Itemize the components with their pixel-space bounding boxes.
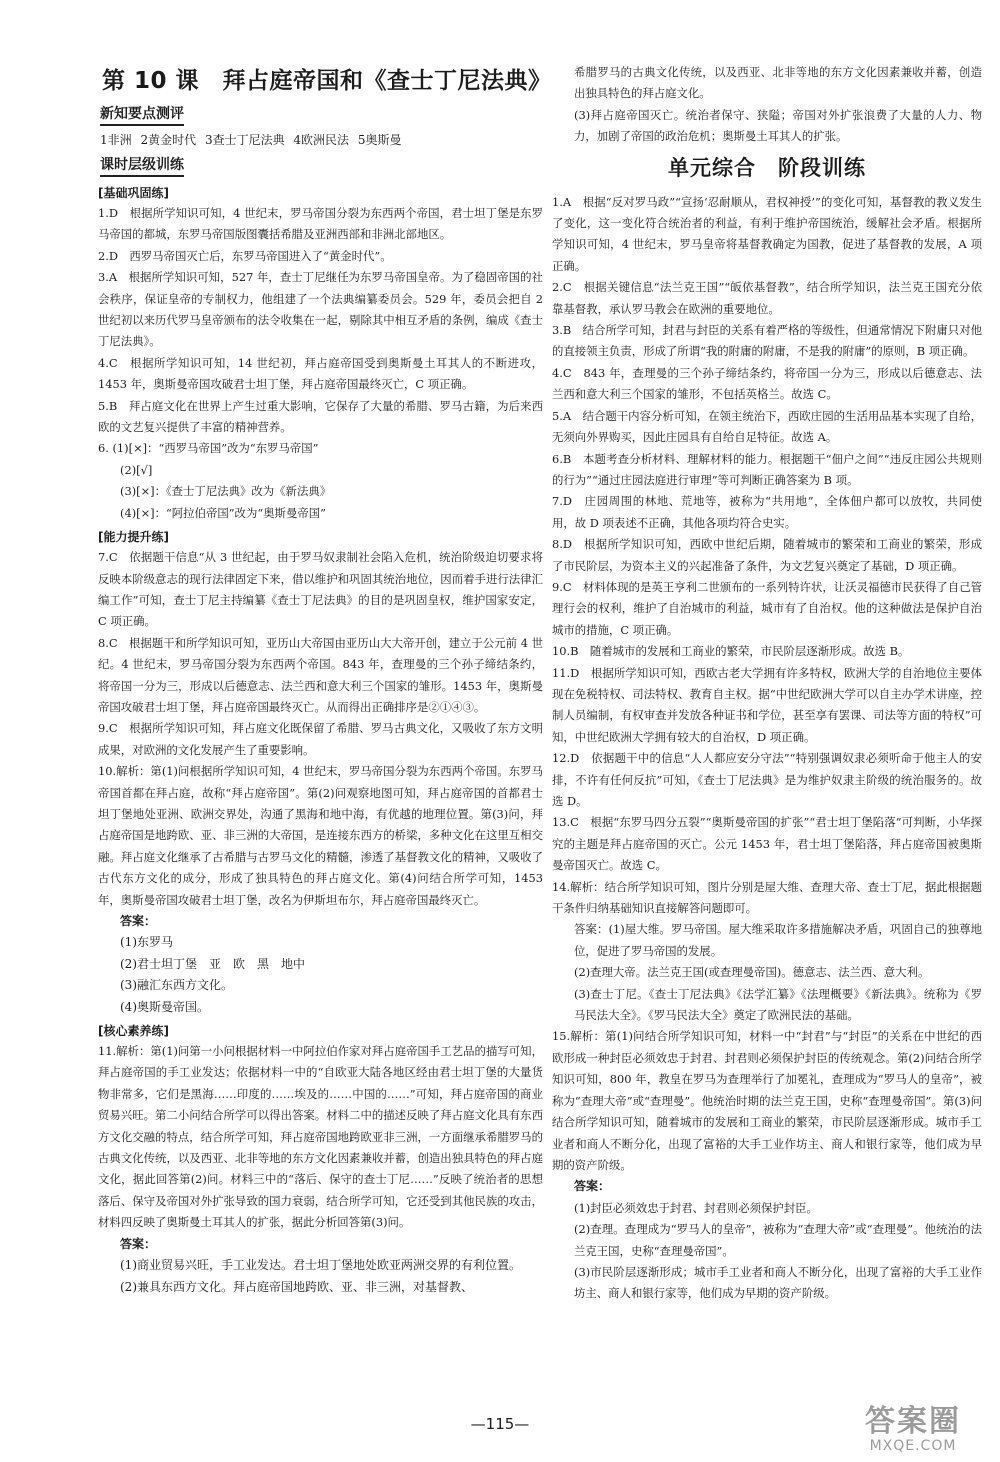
- left-question-7: 7.C 依据题干信息“从 3 世纪起，由于罗马奴隶制社会陷入危机，统治阶级迫切要求将反映本阶级意志的现行法律固定下来，借以维护和巩固其统治地位，因而着手进行法律汇编工作”可知，查士丁尼主持编纂《查士丁尼法典》的目的是巩固皇权，维护国家安定，C 项正确。: [98, 550, 543, 629]
- ability-section-heading: [能力提升练]: [98, 530, 169, 545]
- key-point-5: 5奥斯曼: [357, 133, 402, 147]
- unit-title: 单元综合 阶段训练: [668, 155, 866, 180]
- q11-answer-label: 答案：: [120, 1236, 157, 1251]
- left-question-6-line-1: 6. (1)[×]：“西罗马帝国”改为“东罗马帝国”: [98, 441, 319, 456]
- right-question-5: 5.A 结合题干内容分析可知，在领主统治下，西欧庄园的生活用品基本实现了自给，无须向外界购买，因此庄园具有自给自足特征。故选 A。: [552, 408, 982, 445]
- right-question-13: 13.C 根据“东罗马四分五裂”“奥斯曼帝国的扩张”“君士坦丁堡陷落”可判断，小华探究的主题是拜占庭帝国的灭亡。公元 1453 年，君士坦丁堡陷落，拜占庭帝国被奥斯曼帝国灭亡。故选 C。: [552, 815, 982, 873]
- q10-answer-3: (3)融汇东西方文化。: [120, 978, 233, 993]
- watermark-text: 答案圈: [865, 1404, 961, 1439]
- q14-answer-1: 答案：(1)屋大维。罗马帝国。屋大维采取许多措施解决矛盾，巩固自己的独尊地位，促进了罗马帝国的发展。: [574, 922, 982, 958]
- right-question-14: 14.解析：结合所学知识可知，图片分别是屋大维、查理大帝、查士丁尼，据此根据题干条件归纳基础知识直接解答问题即可。: [552, 879, 982, 916]
- left-question-6-line-2: (2)[√]: [120, 462, 153, 477]
- left-question-11: 11.解析：第(1)问第一小问根据材料一中阿拉伯作家对拜占庭帝国手工艺品的描写可知，拜占庭帝国的手工业发达；依据材料一中的“自欧亚大陆各地区经由君士坦丁堡的大量货物非常多，它们是黑海……印度的……埃及的……中国的……”可知，拜占庭帝国的商业贸易兴旺。第二小问结合所学可以得出答案。材料二中的描述反映了拜占庭文化具有东西方文化交融的特点，结合所学可知，拜占庭帝国地跨欧亚非三洲，一方面继承希腊罗马的古典文化传统，以及西亚、北非等地的东方文化因素兼收并蓄，创造出独具特色的拜占庭文化，据此回答第(2)问。材料三中的“落后、保守的查士丁尼……”反映了统治者的思想落后、保守及帝国对外扩张导致的国力衰弱，结合所学可知，它还受到其他民族的攻击，材料四反映了奥斯曼土耳其人的扩张，据此分析回答第(3)问。: [98, 1044, 543, 1230]
- left-question-1: 1.D 根据所学知识可知，4 世纪末，罗马帝国分裂为东西两个帝国，君士坦丁堡是东罗马帝国的都城，东罗马帝国版图囊括希腊及亚洲西部和非洲北部地区。: [98, 206, 543, 242]
- watermark-url: MXQE.COM: [869, 1438, 957, 1454]
- right-question-12: 12.D 依据题干中的信息“人人都应安分守法”“特别强调奴隶必须听命于他主人的安排，不许有任何反抗”可知，《查士丁尼法典》是为维护奴隶主阶级的统治服务的。故选 D。: [552, 751, 982, 808]
- lesson-title: 第 10 课 拜占庭帝国和《查士丁尼法典》: [102, 68, 552, 94]
- right-question-1: 1.A 根据“反对罗马政”“宣扬‘忍耐顺从，君权神授’”的变化可知，基督教的教义发生了变化，这一变化符合统治者的利益，有利于维护帝国统治，缓解社会矛盾。根据所学知识可知，4 世纪末，罗马皇帝将基督教确定为国教，促进了基督教的发展，A 项正确。: [552, 194, 982, 273]
- key-point-1: 1非洲: [100, 133, 132, 147]
- right-question-4: 4.C 843 年，查理曼的三个孙子缔结条约，将帝国一分为三，形成以后德意志、法兰西和意大利三个国家的雏形，不包括英格兰。故选 C。: [552, 365, 982, 402]
- key-point-2: 2黄金时代: [140, 133, 197, 147]
- right-continuation-2: (3)拜占庭帝国灭亡。统治者保守、狭隘；帝国对外扩张浪费了大量的人力、物力，加剧了帝国的政治危机；奥斯曼土耳其人的扩张。: [574, 107, 982, 144]
- right-column: [552, 62, 982, 1305]
- training-heading: 课时层级训练: [100, 154, 184, 177]
- q14-answer-2: (2)查理大帝。法兰克王国(或查理曼帝国)。德意志、法兰西、意大利。: [574, 965, 930, 980]
- right-question-2: 2.C 根据关键信息“法兰克王国”“皈依基督教”，结合所学知识，法兰克王国充分依靠基督教，承认罗马教会在欧洲的重要地位。: [552, 280, 982, 316]
- page-number: —115—: [470, 1415, 530, 1433]
- q15-answer-3: (3)市民阶层逐渐形成；城市手工业者和商人不断分化，出现了富裕的大手工业作坊主、商人和银行家等，他们成为早期的资产阶级。: [574, 1264, 982, 1301]
- right-question-8: 8.D 根据所学知识可知，西欧中世纪后期，随着城市的繁荣和工商业的繁荣，形成了市民阶层，为资本主义的兴起准备了条件，为文艺复兴奠定了基础，D 项正确。: [552, 537, 982, 573]
- right-continuation-1: 希腊罗马的古典文化传统，以及西亚、北非等地的东方文化因素兼收并蓄，创造出独具特色的拜占庭文化。: [574, 65, 982, 101]
- left-question-10: 10.解析：第(1)问根据所学知识可知，4 世纪末，罗马帝国分裂为东西两个帝国。东罗马帝国首都在拜占庭，故称“拜占庭帝国”。第(2)问观察地图可知，拜占庭帝国的首都君士坦丁堡地处亚洲、欧洲交界处，沟通了黑海和地中海，有优越的地理位置。第(3)问，拜占庭帝国是地跨欧、亚、非三洲的大帝国，是连接东西方的桥梁，多种文化在这里互相交融。拜占庭文化继承了古希腊与古罗马文化的精髓，渗透了基督教文化的精神，又吸收了古代东方文化的成分，形成了独具特色的拜占庭文化。第(4)问结合所学可知，1453 年，奥斯曼帝国攻破君士坦丁堡，改名为伊斯坦布尔，拜占庭帝国最终灭亡。: [98, 764, 543, 907]
- watermark-logo: [838, 1406, 988, 1456]
- right-question-6: 6.B 本题考查分析材料、理解材料的能力。根据题干“佃户之间”“违反庄园公共规则的行为”“通过庄园法庭进行审理”等可判断正确答案为 B 项。: [552, 451, 982, 487]
- new-knowledge-heading: 新知要点测评: [100, 103, 184, 126]
- q10-answer-1: (1)东罗马: [120, 935, 173, 950]
- q11-answer-2: (2)兼具东西方文化。拜占庭帝国地跨欧、亚、非三洲，对基督教、: [120, 1279, 474, 1294]
- key-points-row: [100, 131, 543, 148]
- left-question-9: 9.C 根据所学知识可知，拜占庭文化既保留了希腊、罗马古典文化，又吸收了东方文明成果，对欧洲的文化发展产生了重要影响。: [98, 721, 543, 757]
- q15-answer-2: (2)查理。查理成为“罗马人的皇帝”，被称为“查理大帝”或“查理曼”。他统治的法兰克王国，史称“查理曼帝国”。: [574, 1222, 982, 1258]
- q15-answer-label: 答案：: [574, 1179, 611, 1194]
- q10-answer-4: (4)奥斯曼帝国。: [120, 999, 209, 1014]
- left-question-6-line-4: (4)[×]：“阿拉伯帝国”改为“奥斯曼帝国”: [120, 505, 326, 520]
- left-question-5: 5.B 拜占庭文化在世界上产生过重大影响，它保存了大量的希腊、罗马古籍，为后来西欧的文艺复兴提供了丰富的精神营养。: [98, 398, 543, 435]
- q15-answer-1: (1)封臣必须效忠于封君、封君则必须保护封臣。: [574, 1200, 818, 1215]
- core-section-heading: [核心素养练]: [98, 1024, 169, 1039]
- key-point-3: 3查士丁尼法典: [204, 133, 285, 147]
- q11-answer-1: (1)商业贸易兴旺，手工业发达。君士坦丁堡地处欧亚两洲交界的有利位置。: [120, 1258, 522, 1273]
- left-question-8: 8.C 根据题干和所学知识可知，亚历山大帝国由亚历山大大帝开创，建立于公元前 4 世纪。4 世纪末，罗马帝国分裂为东西两个帝国。843 年，查理曼的三个孙子缔结条约，将帝国一分为三，形成以后德意志、法兰西和意大利三个国家的雏形。1453 年，奥斯曼帝国攻破君士坦丁堡，拜占庭帝国最终灭亡。从而得出正确排序是②①④③。: [98, 635, 543, 714]
- right-question-7: 7.D 庄园周围的林地、荒地等，被称为“共用地”，全体佃户都可以放牧，共同使用，故 D 项表述不正确，其他各项均符合史实。: [552, 494, 982, 530]
- q10-answer-label: 答案：: [120, 914, 157, 928]
- left-question-4: 4.C 根据所学知识可知，14 世纪初，拜占庭帝国受到奥斯曼土耳其人的不断进攻，1453 年，奥斯曼帝国攻破君士坦丁堡，拜占庭帝国最终灭亡，C 项正确。: [98, 355, 543, 392]
- right-question-15: 15.解析：第(1)问结合所学知识可知，材料一中“封君”与“封臣”的关系在中世纪的西欧形成一种封臣必须效忠于封君、封君则必须保护封臣的传统观念。第(2)问结合所学知识可知，800 年，教皇在罗马为查理举行了加冕礼，查理成为“罗马人的皇帝”，被称为“查理大帝”或“查理曼”。他统治时期的法兰克王国，史称“查理曼帝国”。第(3)问结合所学知识可知，随着城市的发展和工商业的繁荣，市民阶层逐渐形成。城市手工业者和商人不断分化，出现了富裕的大手工业作坊主、商人和银行家等，他们成为早期的资产阶级。: [552, 1029, 982, 1172]
- right-question-10: 10.B 随着城市的发展和工商业的繁荣，市民阶层逐渐形成。故选 B。: [552, 644, 910, 659]
- left-column: [98, 58, 552, 1298]
- q14-answer-3: (3)查士丁尼。《查士丁尼法典》《法学汇纂》《法理概要》《新法典》。统称为《罗马民法大全》。《罗马民法大全》奠定了欧洲民法的基础。: [574, 986, 982, 1023]
- right-question-3: 3.B 结合所学可知，封君与封臣的关系有着严格的等级性，但通常情况下附庸只对他的直接领主负责，形成了所谓“我的附庸的附庸，不是我的附庸”的原则，B 项正确。: [552, 323, 982, 359]
- right-question-11: 11.D 根据所学知识可知，西欧古老大学拥有许多特权，欧洲大学的自治地位主要体现在免税特权、司法特权、教育自主权。据“中世纪欧洲大学可以自主办学术讲座，控制人员编制，有权审查并发放各种证书和学位，甚至享有罢课、司法等方面的特权”可知，中世纪欧洲大学拥有较大的自治权，D 项正确。: [552, 665, 982, 744]
- basic-section-heading: [基础巩固练]: [98, 186, 169, 200]
- left-question-3: 3.A 根据所学知识可知，527 年，查士丁尼继任为东罗马帝国皇帝。为了稳固帝国的社会秩序，保证皇帝的专制权力，他组建了一个法典编纂委员会。529 年，委员会把自 2 世纪初以来历代罗马皇帝颁布的法令收集在一起，剔除其中相互矛盾的条例，编成《查士丁尼法典》。: [98, 270, 543, 349]
- q10-answer-2: (2)君士坦丁堡 亚 欧 黑 地中: [120, 956, 305, 971]
- key-point-4: 4欧洲民法: [293, 133, 350, 147]
- left-question-6-line-3: (3)[×]：《查士丁尼法典》改为《新法典》: [120, 484, 332, 499]
- right-question-9: 9.C 材料体现的是英王亨利二世颁布的一系列特许状，让沃灵福德市民获得了自己管理行会的权利，维护了自治城市的利益，城市有了自治权。他的这种做法是保护自治城市的措施，C 项正确。: [552, 579, 982, 637]
- left-question-2: 2.D 西罗马帝国灭亡后，东罗马帝国进入了“黄金时代”。: [98, 248, 392, 263]
